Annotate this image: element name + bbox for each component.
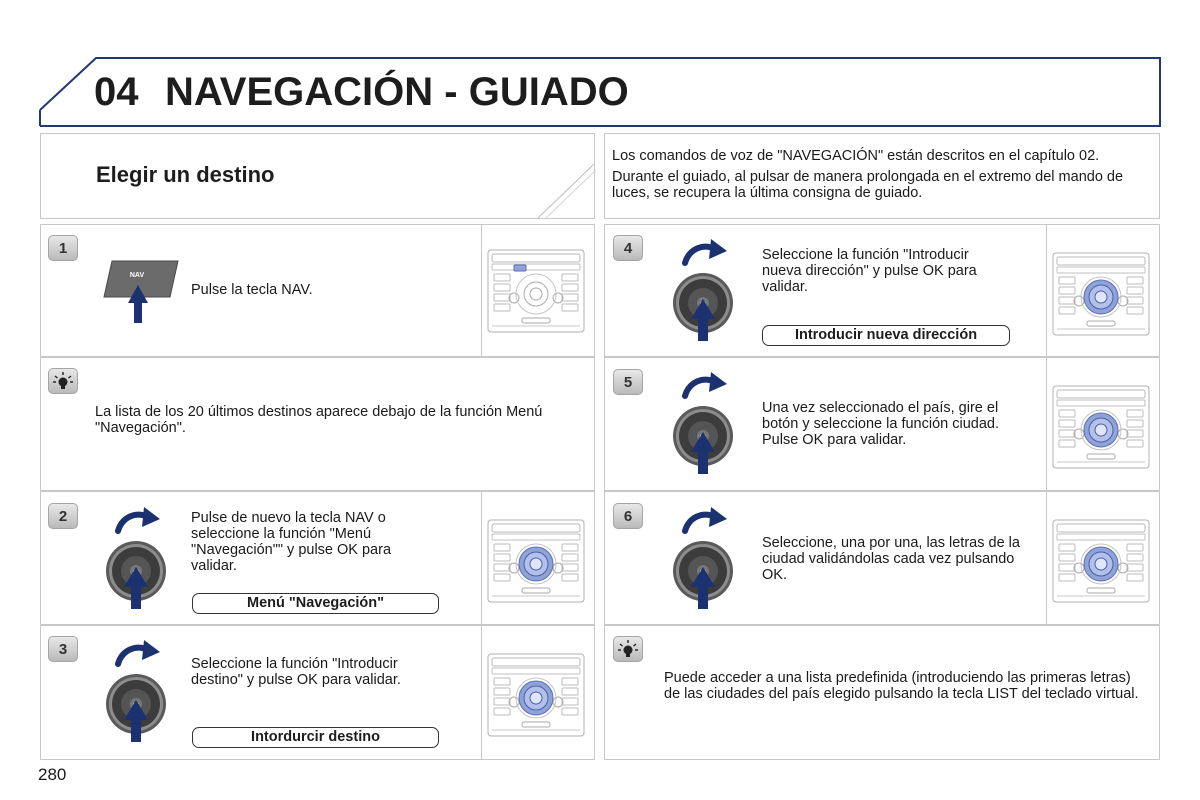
chapter-title: NAVEGACIÓN - GUIADO	[165, 70, 629, 114]
step-6-divider	[1046, 491, 1047, 625]
step-2-divider	[481, 491, 482, 625]
intro-text	[612, 148, 1152, 206]
rotary-dial-icon	[98, 638, 178, 748]
step-2-badge: 2	[48, 503, 78, 529]
step-1-divider	[481, 224, 482, 357]
console-dial-icon	[486, 518, 586, 604]
step-1-text: Pulse la tecla NAV.	[191, 282, 313, 298]
console-dial-icon	[1051, 251, 1151, 337]
tip-2-badge	[613, 636, 643, 662]
corner-fold-decoration	[530, 130, 600, 220]
lightbulb-icon	[49, 369, 77, 393]
step-3-menu-label: Intordurcir destino	[192, 727, 439, 748]
step-4-badge: 4	[613, 235, 643, 261]
page-number: 280	[38, 765, 67, 784]
step-4-text: Seleccione la función "Introducir nueva dirección" y pulse OK para validar.	[762, 247, 977, 295]
step-3-badge: 3	[48, 636, 78, 662]
step-3-text: Seleccione la función "Introducir destino" y pulse OK para validar.	[191, 656, 401, 688]
step-6-badge: 6	[613, 503, 643, 529]
step-6-text: Seleccione, una por una, las letras de la ciudad validándolas cada vez pulsando OK.	[762, 535, 1020, 583]
section-title: Elegir un destino	[96, 162, 275, 187]
nav-key-icon	[100, 255, 180, 335]
rotary-dial-icon	[665, 237, 745, 347]
tip-1-text: La lista de los 20 últimos destinos aparece debajo de la función Menú "Navegación".	[95, 404, 543, 436]
intro-line-voice: Los comandos de voz de "NAVEGACIÓN" están descritos en el capítulo 02.	[612, 148, 1100, 164]
step-5-text: Una vez seleccionado el país, gire el botón y seleccione la función ciudad. Pulse OK para validar.	[762, 400, 999, 448]
step-2-menu-label: Menú "Navegación"	[192, 593, 439, 614]
step-5-badge: 5	[613, 369, 643, 395]
chapter-number: 04	[94, 70, 139, 114]
console-dial-icon	[1051, 384, 1151, 470]
rotary-dial-icon	[98, 505, 178, 615]
step-3-divider	[481, 625, 482, 760]
tip-2-text: Puede acceder a una lista predefinida (introduciendo las primeras letras) de las ciudades del país elegido pulsando la tecla LIST del teclado virtual.	[664, 670, 1139, 702]
console-nav-key-icon	[486, 248, 586, 334]
lightbulb-icon	[614, 637, 642, 661]
step-1-badge: 1	[48, 235, 78, 261]
rotary-dial-icon	[665, 370, 745, 480]
rotary-dial-icon	[665, 505, 745, 615]
step-2-text: Pulse de nuevo la tecla NAV o seleccione la función "Menú "Navegación"" y pulse OK para validar.	[191, 510, 392, 574]
step-4-menu-label: Introducir nueva dirección	[762, 325, 1010, 346]
intro-line-guidance: Durante el guiado, al pulsar de manera prolongada en el extremo del mando de luces, se recupera la última consigna de guiado.	[612, 169, 1124, 201]
console-dial-icon	[486, 652, 586, 738]
console-dial-icon	[1051, 518, 1151, 604]
step-5-divider	[1046, 357, 1047, 491]
nav-key-label: NAV	[129, 272, 145, 279]
tip-1-badge	[48, 368, 78, 394]
step-4-divider	[1046, 224, 1047, 357]
